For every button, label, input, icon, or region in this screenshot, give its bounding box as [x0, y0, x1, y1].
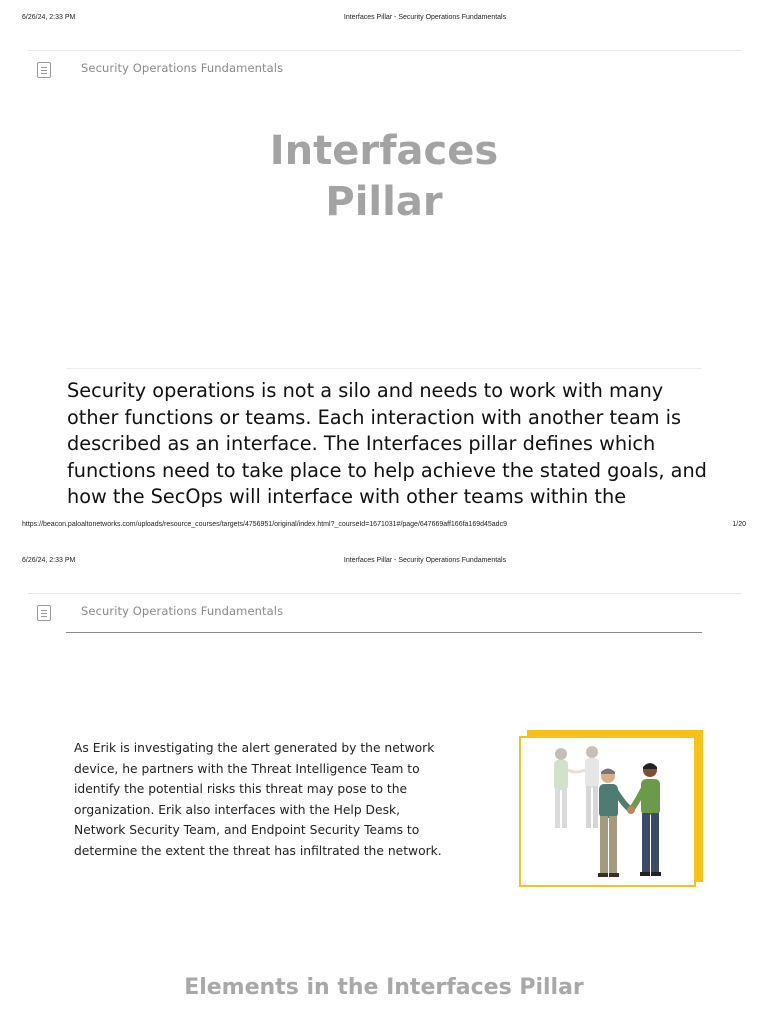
course-header-2: [28, 593, 742, 631]
page-title-line-2: Pillar: [325, 179, 443, 225]
print-doc-title: Interfaces Pillar - Security Operations Fundamentals: [343, 14, 507, 21]
handshake-illustration: [519, 730, 703, 887]
divider-2: [66, 632, 702, 633]
page-title-line-1: Interfaces: [269, 128, 499, 174]
print-url: https://beacon.paloaltonetworks.com/uploads/resource_courses/targets/4756951/original/index.html?_courseId=1671031#/page/647669aff166fa169d45adc9: [22, 521, 507, 528]
scenario-paragraph: As Erik is investigating the alert generated by the network device, he partners with the Threat Intelligence Team to identify the potential risks this threat may pose to the organization. Erik also interfaces with the Help Desk, Network Security Team, and Endpoint Security Teams to determine the extent the threat has infiltrated the network.: [74, 741, 442, 858]
divider: [66, 368, 702, 369]
print-date-2: 6/26/24, 2:33 PM: [22, 557, 76, 564]
print-header-2: [0, 557, 768, 571]
lead-paragraph: Security operations is not a silo and needs to work with many other functions or teams. Each interaction with another team is described as an interface. The Interfaces pillar defines which functions need to take place to help achieve the stated goals, and how the SecOps will interface with other teams within the: [67, 379, 707, 508]
course-header: [28, 50, 742, 88]
print-doc-title-2: Interfaces Pillar - Security Operations Fundamentals: [343, 557, 507, 564]
course-title: Security Operations Fundamentals: [81, 61, 284, 75]
course-menu-icon[interactable]: [37, 62, 51, 78]
print-header: [0, 14, 768, 28]
page-title: [0, 126, 768, 228]
course-title-2: Security Operations Fundamentals: [81, 604, 284, 618]
print-page-number: 1/20: [732, 521, 746, 528]
course-menu-icon-2[interactable]: [37, 605, 51, 621]
print-footer: [0, 521, 768, 535]
handshake-people-icon: [519, 730, 703, 887]
section-heading: Elements in the Interfaces Pillar: [184, 975, 584, 1000]
print-date: 6/26/24, 2:33 PM: [22, 14, 76, 21]
